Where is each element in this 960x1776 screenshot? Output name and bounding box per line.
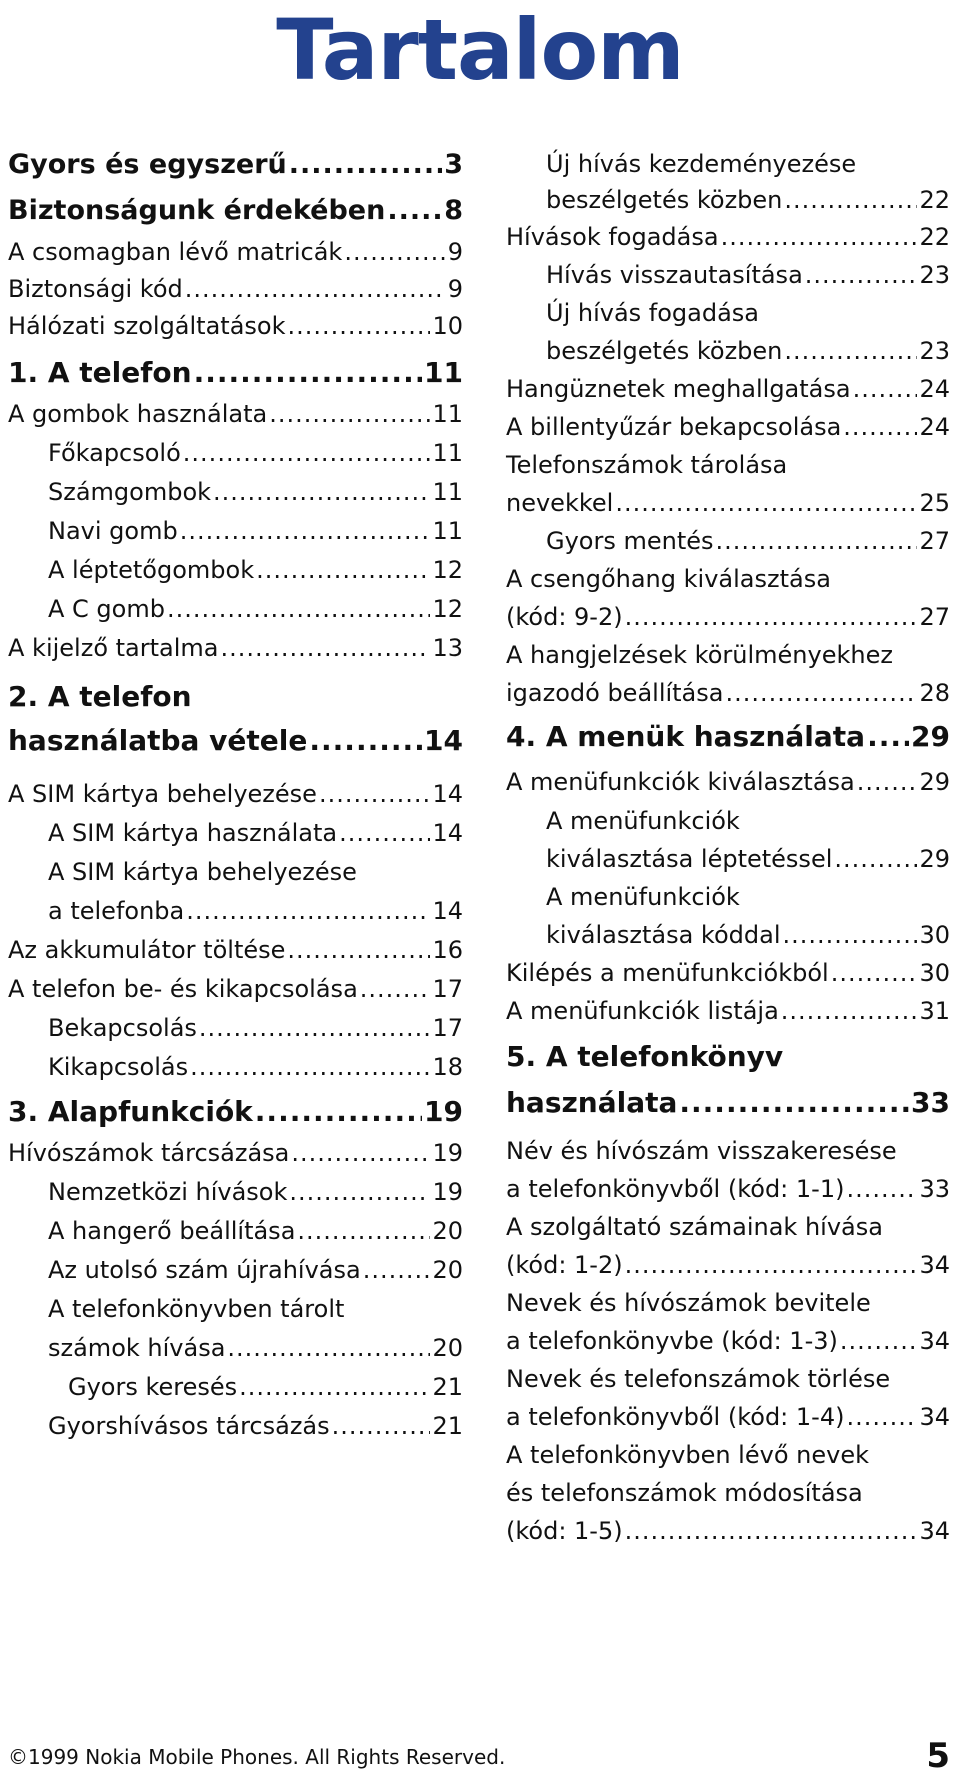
- dot-leader: [784, 336, 917, 366]
- toc-entry-title: A kijelző tartalma: [8, 634, 219, 662]
- dot-leader: [213, 477, 430, 507]
- dot-leader: [725, 678, 917, 708]
- toc-entry-line: [506, 1326, 950, 1356]
- toc-entry-line: [48, 1255, 463, 1285]
- toc-entry-line: [506, 1478, 950, 1508]
- toc-entry-line: [506, 1136, 950, 1166]
- toc-page-number: 20: [432, 1217, 463, 1245]
- toc-entry-title: Telefonszámok tárolása: [506, 451, 788, 479]
- toc-entry-title: Hívás visszautasítása: [546, 261, 803, 289]
- toc-page-number: 33: [911, 1086, 950, 1119]
- toc-entry-line: [48, 594, 463, 624]
- toc-entry-line: [506, 602, 950, 632]
- toc-entry-line: [8, 356, 463, 390]
- toc-page-number: 14: [432, 780, 463, 808]
- dot-leader: [167, 594, 430, 624]
- toc-entry-title: Gyorshívásos tárcsázás: [48, 1412, 330, 1440]
- toc-entry-line: [506, 1250, 950, 1280]
- toc-entry-line: [506, 564, 950, 594]
- toc-entry-title: Nevek és hívószámok bevitele: [506, 1289, 871, 1317]
- toc-entry-line: [48, 555, 463, 585]
- toc-page-number: 33: [919, 1175, 950, 1203]
- toc-entry-line: [48, 818, 463, 848]
- dot-leader: [363, 1255, 431, 1285]
- toc-entry-title: A telefonkönyvben tárolt: [48, 1295, 345, 1323]
- toc-entry-line: [506, 1288, 950, 1318]
- toc-entry-title: és telefonszámok módosítása: [506, 1479, 863, 1507]
- dot-leader: [185, 274, 446, 304]
- toc-entry-title: Nemzetközi hívások: [48, 1178, 288, 1206]
- dot-leader: [289, 1177, 430, 1207]
- dot-leader: [716, 526, 918, 556]
- dot-leader: [291, 1138, 430, 1168]
- dot-leader: [834, 844, 917, 874]
- toc-entry-title: A csengőhang kiválasztása: [506, 565, 831, 593]
- toc-entry-line: [546, 336, 950, 366]
- dot-leader: [339, 818, 430, 848]
- toc-page-number: 30: [919, 921, 950, 949]
- toc-page-number: 17: [432, 975, 463, 1003]
- toc-page-number: 9: [447, 238, 463, 266]
- dot-leader: [360, 974, 431, 1004]
- toc-entry-line: [546, 260, 950, 290]
- toc-entry-line: [8, 935, 463, 965]
- dot-leader: [256, 555, 430, 585]
- toc-page-number: 11: [424, 356, 463, 389]
- dot-leader: [220, 633, 430, 663]
- toc-entry-title: A C gomb: [48, 595, 165, 623]
- toc-entry-line: [48, 1216, 463, 1246]
- toc-entry-line: [48, 1013, 463, 1043]
- toc-page-number: 14: [424, 724, 463, 757]
- toc-entry-title: (kód: 1-2): [506, 1251, 623, 1279]
- toc-entry-line: [546, 920, 950, 950]
- toc-entry-line: [8, 150, 463, 180]
- toc-entry-title: nevekkel: [506, 489, 614, 517]
- toc-entry-title: A szolgáltató számainak hívása: [506, 1213, 883, 1241]
- dot-leader: [239, 1372, 430, 1402]
- toc-entry-title: A billentyűzár bekapcsolása: [506, 413, 842, 441]
- dot-leader: [857, 767, 918, 797]
- toc-entry-title: a telefonkönyvbe (kód: 1-3): [506, 1327, 838, 1355]
- toc-entry-title: (kód: 1-5): [506, 1517, 623, 1545]
- toc-page-number: 34: [919, 1517, 950, 1545]
- dot-leader: [840, 1326, 918, 1356]
- toc-entry-line: [506, 1086, 950, 1120]
- toc-entry-line: [48, 1177, 463, 1207]
- toc-entry-title: a telefonba: [48, 897, 185, 925]
- dot-leader: [297, 1216, 430, 1246]
- toc-entry-line: [506, 640, 950, 670]
- toc-entry-line: [546, 882, 950, 912]
- dot-leader: [289, 150, 442, 180]
- toc-entry-title: (kód: 9-2): [506, 603, 623, 631]
- toc-entry-line: [48, 1294, 463, 1324]
- toc-page-number: 11: [432, 517, 463, 545]
- toc-page-number: 20: [432, 1334, 463, 1362]
- toc-entry-title: Számgombok: [48, 478, 212, 506]
- toc-entry-line: [48, 438, 463, 468]
- toc-entry-line: [8, 974, 463, 1004]
- dot-leader: [843, 412, 917, 442]
- toc-entry-title: a telefonkönyvből (kód: 1-4): [506, 1403, 845, 1431]
- toc-entry-title: igazodó beállítása: [506, 679, 724, 707]
- toc-page-number: 11: [432, 400, 463, 428]
- toc-entry-title: Kilépés a menüfunkciókból: [506, 959, 829, 987]
- toc-page-number: 22: [919, 186, 950, 214]
- toc-entry-title: Bekapcsolás: [48, 1014, 197, 1042]
- toc-entry-line: [506, 958, 950, 988]
- toc-entry-line: [506, 450, 950, 480]
- dot-leader: [625, 1516, 918, 1546]
- toc-entry-line: [48, 857, 463, 887]
- toc-entry-title: A menüfunkciók: [546, 807, 740, 835]
- toc-entry-title: Kikapcsolás: [48, 1053, 189, 1081]
- toc-entry-title: Navi gomb: [48, 517, 178, 545]
- dot-leader: [781, 996, 918, 1026]
- toc-entry-line: [506, 374, 950, 404]
- toc-page-number: 24: [919, 375, 950, 403]
- toc-entry-line: [506, 720, 950, 754]
- toc-page-number: 24: [919, 413, 950, 441]
- toc-page-number: 14: [432, 897, 463, 925]
- toc-page-number: 23: [919, 261, 950, 289]
- toc-entry-title: A SIM kártya használata: [48, 819, 338, 847]
- dot-leader: [784, 185, 917, 215]
- toc-entry-line: [8, 1095, 463, 1129]
- toc-entry-line: [8, 311, 463, 341]
- toc-entry-title: A SIM kártya behelyezése: [8, 780, 317, 808]
- toc-entry-title: Új hívás kezdeményezése: [546, 150, 857, 178]
- toc-page-number: 11: [432, 439, 463, 467]
- toc-entry-line: [506, 488, 950, 518]
- toc-page-number: 22: [919, 223, 950, 251]
- toc-entry-title: a telefonkönyvből (kód: 1-1): [506, 1175, 845, 1203]
- dot-leader: [782, 920, 917, 950]
- toc-page-number: 21: [432, 1412, 463, 1440]
- toc-page-number: 34: [919, 1251, 950, 1279]
- toc-entry-title: használata: [506, 1086, 678, 1119]
- toc-entry-line: [546, 185, 950, 215]
- toc-page-number: 19: [432, 1139, 463, 1167]
- dot-leader: [190, 1052, 430, 1082]
- copyright-notice: ©1999 Nokia Mobile Phones. All Rights Reserved.: [8, 1745, 506, 1769]
- toc-entry-title: Gyors és egyszerű: [8, 149, 287, 180]
- toc-entry-title: beszélgetés közben: [546, 337, 783, 365]
- toc-entry-title: Név és hívószám visszakeresése: [506, 1137, 897, 1165]
- toc-page-number: 34: [919, 1327, 950, 1355]
- toc-page-number: 12: [432, 595, 463, 623]
- toc-entry-title: A csomagban lévő matricák: [8, 238, 343, 266]
- toc-entry-line: [8, 633, 463, 663]
- toc-entry-line: [506, 1440, 950, 1470]
- toc-entry-title: A hangjelzések körülményekhez: [506, 641, 893, 669]
- toc-entry-line: [546, 298, 950, 328]
- toc-entry-line: [48, 516, 463, 546]
- toc-entry-line: [506, 1516, 950, 1546]
- dot-leader: [332, 1411, 431, 1441]
- toc-entry-line: [48, 896, 463, 926]
- toc-entry-line: [68, 1372, 463, 1402]
- toc-entry-title: Gyors keresés: [68, 1373, 238, 1401]
- toc-entry-title: A telefon be- és kikapcsolása: [8, 975, 358, 1003]
- dot-leader: [287, 935, 430, 965]
- dot-leader: [309, 724, 422, 758]
- toc-entry-title: A gombok használata: [8, 400, 268, 428]
- dot-leader: [846, 1402, 917, 1432]
- toc-page-number: 14: [432, 819, 463, 847]
- toc-entry-title: használatba vétele: [8, 724, 308, 757]
- toc-page-number: 34: [919, 1403, 950, 1431]
- dot-leader: [186, 896, 430, 926]
- toc-entry-title: Biztonságunk érdekében: [8, 195, 386, 226]
- dot-leader: [853, 374, 918, 404]
- page-title: Tartalom: [276, 1, 684, 99]
- toc-page-number: 23: [919, 337, 950, 365]
- toc-page-number: 29: [911, 720, 950, 753]
- toc-entry-line: [506, 1212, 950, 1242]
- toc-entry-title: Hívószámok tárcsázása: [8, 1139, 290, 1167]
- toc-page-number: 3: [444, 149, 463, 180]
- toc-entry-title: Nevek és telefonszámok törlése: [506, 1365, 891, 1393]
- page-number: 5: [926, 1736, 950, 1776]
- toc-entry-title: Biztonsági kód: [8, 275, 183, 303]
- toc-page-number: 29: [919, 768, 950, 796]
- toc-entry-line: [8, 196, 463, 226]
- dot-leader: [269, 399, 430, 429]
- dot-leader: [194, 356, 422, 390]
- toc-page-number: 11: [432, 478, 463, 506]
- toc-entry-title: A telefonkönyvben lévő nevek: [506, 1441, 869, 1469]
- toc-entry-line: [506, 1040, 950, 1074]
- toc-page-number: 21: [432, 1373, 463, 1401]
- toc-entry-title: kiválasztása léptetéssel: [546, 845, 833, 873]
- toc-page-number: 13: [432, 634, 463, 662]
- toc-entry-title: 3. Alapfunkciók: [8, 1095, 253, 1128]
- toc-page-number: 19: [432, 1178, 463, 1206]
- toc-page-number: 12: [432, 556, 463, 584]
- toc-page-number: 27: [919, 527, 950, 555]
- toc-entry-title: A SIM kártya behelyezése: [48, 858, 357, 886]
- dot-leader: [805, 260, 918, 290]
- toc-entry-line: [8, 399, 463, 429]
- toc-entry-line: [48, 477, 463, 507]
- toc-page-number: 18: [432, 1053, 463, 1081]
- toc-entry-line: [8, 237, 463, 267]
- toc-entry-line: [8, 680, 463, 714]
- toc-entry-title: Hívások fogadása: [506, 223, 719, 251]
- toc-page-number: 25: [919, 489, 950, 517]
- toc-entry-title: számok hívása: [48, 1334, 226, 1362]
- dot-leader: [288, 311, 431, 341]
- toc-entry-title: Gyors mentés: [546, 527, 714, 555]
- toc-entry-line: [48, 1052, 463, 1082]
- toc-entry-line: [506, 1364, 950, 1394]
- dot-leader: [721, 222, 918, 252]
- toc-entry-line: [506, 222, 950, 252]
- toc-entry-title: A léptetőgombok: [48, 556, 255, 584]
- dot-leader: [227, 1333, 430, 1363]
- toc-page-number: 17: [432, 1014, 463, 1042]
- toc-entry-title: 2. A telefon: [8, 680, 192, 713]
- toc-entry-line: [8, 724, 463, 758]
- dot-leader: [344, 237, 445, 267]
- dot-leader: [319, 779, 431, 809]
- toc-page-number: 29: [919, 845, 950, 873]
- toc-entry-line: [546, 526, 950, 556]
- toc-page-number: 28: [919, 679, 950, 707]
- toc-entry-line: [546, 149, 950, 179]
- toc-entry-title: beszélgetés közben: [546, 186, 783, 214]
- toc-entry-line: [546, 806, 950, 836]
- toc-entry-title: A menüfunkciók kiválasztása: [506, 768, 855, 796]
- toc-entry-title: 5. A telefonkönyv: [506, 1040, 784, 1073]
- toc-entry-line: [506, 767, 950, 797]
- toc-page-number: 9: [447, 275, 463, 303]
- toc-page-number: 31: [919, 997, 950, 1025]
- toc-page-number: 30: [919, 959, 950, 987]
- toc-entry-line: [506, 1402, 950, 1432]
- toc-entry-title: Új hívás fogadása: [546, 299, 760, 327]
- dot-leader: [255, 1095, 422, 1129]
- dot-leader: [846, 1174, 917, 1204]
- toc-entry-line: [506, 1174, 950, 1204]
- toc-page-number: 20: [432, 1256, 463, 1284]
- toc-entry-title: Főkapcsoló: [48, 439, 181, 467]
- dot-leader: [183, 438, 431, 468]
- dot-leader: [180, 516, 431, 546]
- toc-page-number: 19: [424, 1095, 463, 1128]
- toc-entry-title: A hangerő beállítása: [48, 1217, 296, 1245]
- toc-entry-line: [8, 1138, 463, 1168]
- dot-leader: [625, 602, 918, 632]
- toc-entry-title: A menüfunkciók listája: [506, 997, 779, 1025]
- dot-leader: [867, 720, 909, 754]
- toc-page-number: 8: [444, 195, 463, 226]
- toc-entry-title: Hangüznetek meghallgatása: [506, 375, 851, 403]
- toc-entry-title: Az akkumulátor töltése: [8, 936, 286, 964]
- dot-leader: [831, 958, 918, 988]
- dot-leader: [199, 1013, 431, 1043]
- toc-entry-title: Hálózati szolgáltatások: [8, 312, 286, 340]
- toc-entry-title: kiválasztása kóddal: [546, 921, 781, 949]
- toc-entry-line: [8, 779, 463, 809]
- dot-leader: [679, 1086, 909, 1120]
- toc-page-number: 10: [432, 312, 463, 340]
- toc-entry-line: [8, 274, 463, 304]
- toc-entry-line: [506, 678, 950, 708]
- toc-entry-title: Az utolsó szám újrahívása: [48, 1256, 361, 1284]
- toc-entry-line: [48, 1411, 463, 1441]
- toc-page-number: 16: [432, 936, 463, 964]
- dot-leader: [625, 1250, 918, 1280]
- toc-entry-line: [48, 1333, 463, 1363]
- dot-leader: [615, 488, 917, 518]
- toc-entry-title: A menüfunkciók: [546, 883, 740, 911]
- toc-entry-line: [506, 412, 950, 442]
- toc-entry-title: 1. A telefon: [8, 356, 192, 389]
- toc-page-number: 27: [919, 603, 950, 631]
- dot-leader: [387, 196, 442, 226]
- toc-entry-title: 4. A menük használata: [506, 720, 866, 753]
- toc-entry-line: [546, 844, 950, 874]
- toc-entry-line: [506, 996, 950, 1026]
